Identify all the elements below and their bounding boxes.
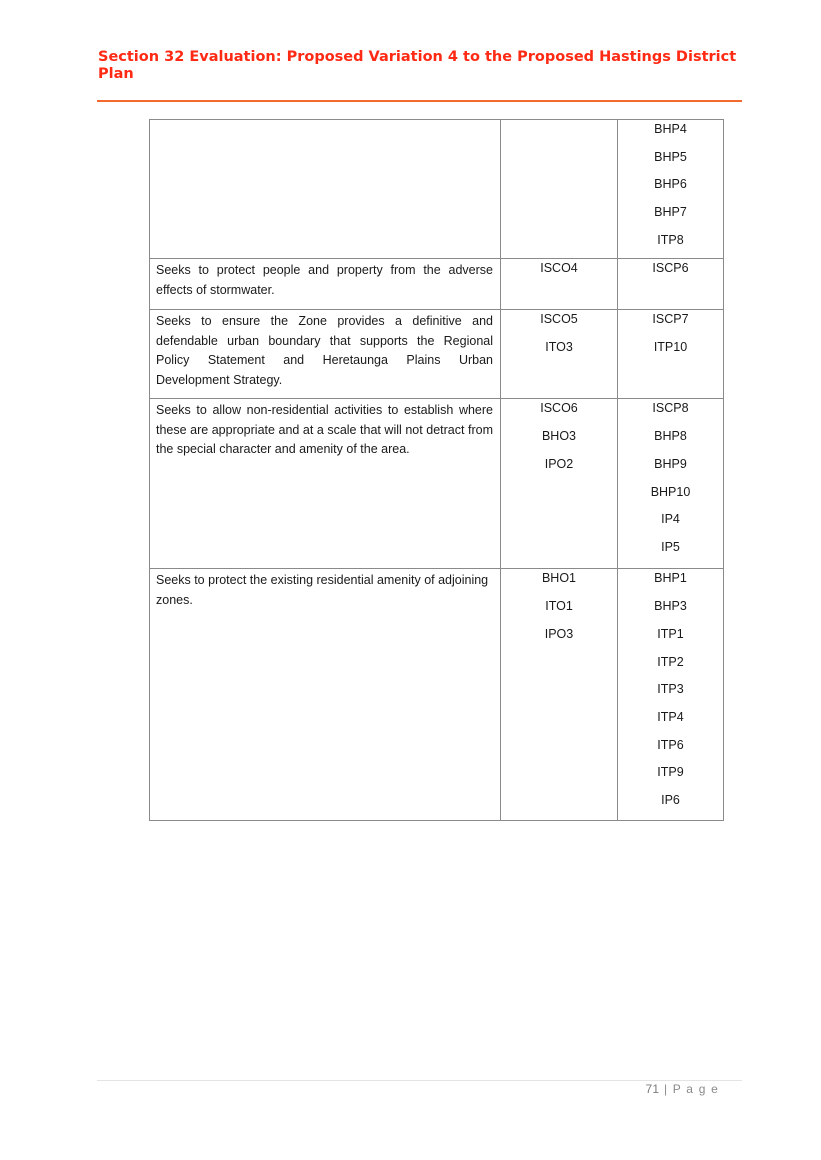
policy-code: ISCP7	[652, 312, 689, 327]
description-cell	[150, 399, 501, 569]
policy-code: BHP9	[654, 456, 687, 471]
policy-code: ISCP6	[652, 261, 689, 276]
header-divider	[97, 100, 742, 102]
document-header-title: Section 32 Evaluation: Proposed Variation 4 to the Proposed Hastings District Plan	[98, 49, 737, 82]
policy-code: ITP10	[653, 340, 688, 355]
description-cell	[150, 259, 501, 310]
table-row	[150, 399, 724, 569]
policy-code: BHP7	[654, 205, 687, 220]
description-text: Seeks to allow non-residential activities to establish where these are appropriate and at a scale that will not detract from the special character and amenity of the area.	[156, 403, 493, 457]
objectives-cell	[501, 399, 618, 569]
policies-cell	[618, 569, 724, 821]
policies-cell	[618, 120, 724, 259]
objectives-cell	[501, 120, 618, 259]
policy-code: BHP8	[654, 429, 687, 444]
policy-code: ITP4	[657, 709, 684, 724]
evaluation-table-body	[150, 120, 724, 821]
objectives-cell	[501, 310, 618, 399]
description-cell	[150, 120, 501, 259]
policy-code: BHP1	[654, 571, 687, 586]
objective-code: BHO3	[541, 429, 577, 444]
description-text: Seeks to protect people and property from the adverse effects of stormwater.	[156, 263, 493, 297]
policy-code: BHP6	[654, 177, 687, 192]
objectives-cell	[501, 259, 618, 310]
description-text: Seeks to protect the existing residential amenity of adjoining zones.	[156, 573, 489, 607]
objective-code: IPO2	[544, 456, 574, 471]
policies-cell	[618, 399, 724, 569]
policy-code: ITP8	[657, 232, 684, 247]
policy-code: ITP6	[657, 737, 684, 752]
policies-cell	[618, 259, 724, 310]
policy-code: ITP1	[657, 626, 684, 641]
page-footer	[645, 1082, 719, 1096]
description-cell	[150, 569, 501, 821]
policy-code: BHP10	[650, 484, 691, 499]
description-text	[150, 120, 500, 122]
policy-code: BHP3	[654, 599, 687, 614]
policy-code: ITP3	[657, 682, 684, 697]
policy-code: ISCP8	[652, 401, 689, 416]
objective-code: IPO3	[544, 626, 574, 641]
objectives-cell	[501, 569, 618, 821]
evaluation-table	[149, 119, 724, 821]
policy-code: IP5	[661, 539, 680, 554]
table-row	[150, 259, 724, 310]
policies-cell	[618, 310, 724, 399]
description-cell	[150, 310, 501, 399]
page-label: | P a g e	[663, 1082, 719, 1096]
page-number: 71	[645, 1082, 660, 1096]
objective-code: ITO1	[545, 599, 573, 614]
policy-code: IP4	[661, 512, 680, 527]
policy-code: ITP2	[657, 654, 684, 669]
table-row	[150, 310, 724, 399]
objective-code: ISCO5	[540, 312, 578, 327]
objective-code: BHO1	[541, 571, 577, 586]
table-row	[150, 569, 724, 821]
objective-code: ISCO4	[540, 261, 578, 276]
policy-code: BHP5	[654, 149, 687, 164]
policy-code: BHP4	[654, 122, 687, 136]
objective-code: ITO3	[545, 340, 573, 355]
table-row	[150, 120, 724, 259]
description-text: Seeks to ensure the Zone provides a definitive and defendable urban boundary that supports the Regional Policy Statement and Heretaunga Plains Urban Development Strategy.	[156, 314, 493, 387]
policy-code: ITP9	[657, 765, 684, 780]
objective-code: ISCO6	[540, 401, 578, 416]
policy-code: IP6	[661, 792, 680, 807]
footer-divider	[97, 1080, 742, 1081]
